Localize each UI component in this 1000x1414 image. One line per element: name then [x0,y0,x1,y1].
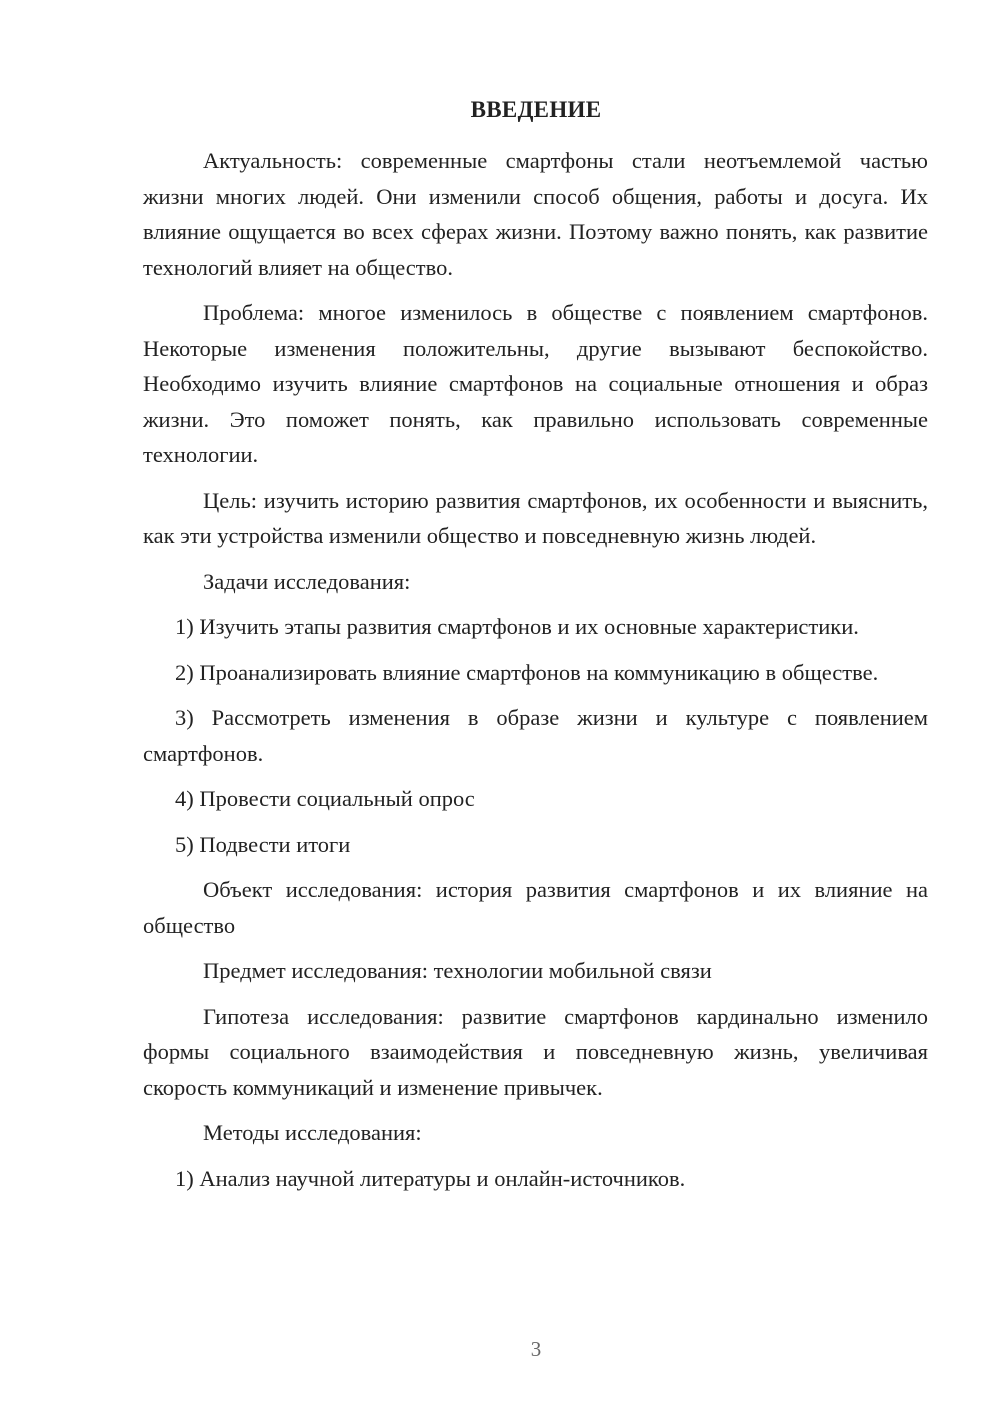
goal-paragraph: Цель: изучить историю развития смартфонов, их особенности и выяснить, как эти устройства изменили общество и повседневную жизнь людей. [143,487,928,548]
hypothesis-paragraph: Гипотеза исследования: развитие смартфонов кардинально изменило формы социального взаимодействия и повседневную жизнь, увеличивая скорость коммуникаций и изменение привычек. [143,1003,928,1100]
task-item: 4) Провести социальный опрос [175,786,475,811]
object-paragraph: Объект исследования: история развития смартфонов и их влияние на общество [143,877,928,938]
subject-paragraph: Предмет исследования: технологии мобильной связи [203,958,712,983]
problem-paragraph: Проблема: многое изменилось в обществе с появлением смартфонов. Некоторые изменения положительны, другие вызывают беспокойство. Необходимо изучить влияние смартфонов на социальные отношения и образ жизни. Это поможет понять, как правильно использовать современные технологии. [143,300,928,467]
method-item: 1) Анализ научной литературы и онлайн-источников. [175,1165,686,1191]
task-item: 3) Рассмотреть изменения в образе жизни и культуре с появлением смартфонов. [143,705,928,766]
relevance-paragraph: Актуальность: современные смартфоны стали неотъемлемой частью жизни многих людей. Они изменили способ общения, работы и досуга. Их влияние ощущается во всех сферах жизни. Поэтому важно понять, как развитие технологий влияет на общество. [143,148,928,280]
tasks-heading: Задачи исследования: [203,568,411,594]
page-number: 3 [530,1337,542,1361]
methods-heading: Методы исследования: [203,1120,422,1145]
task-item: 2) Проанализировать влияние смартфонов на коммуникацию в обществе. [175,659,879,685]
task-item: 5) Подвести итоги [175,831,351,857]
page-title: ВВЕДЕНИЕ [470,97,602,122]
task-item: 1) Изучить этапы развития смартфонов и их основные характеристики. [175,614,859,639]
document-body [143,143,928,1206]
